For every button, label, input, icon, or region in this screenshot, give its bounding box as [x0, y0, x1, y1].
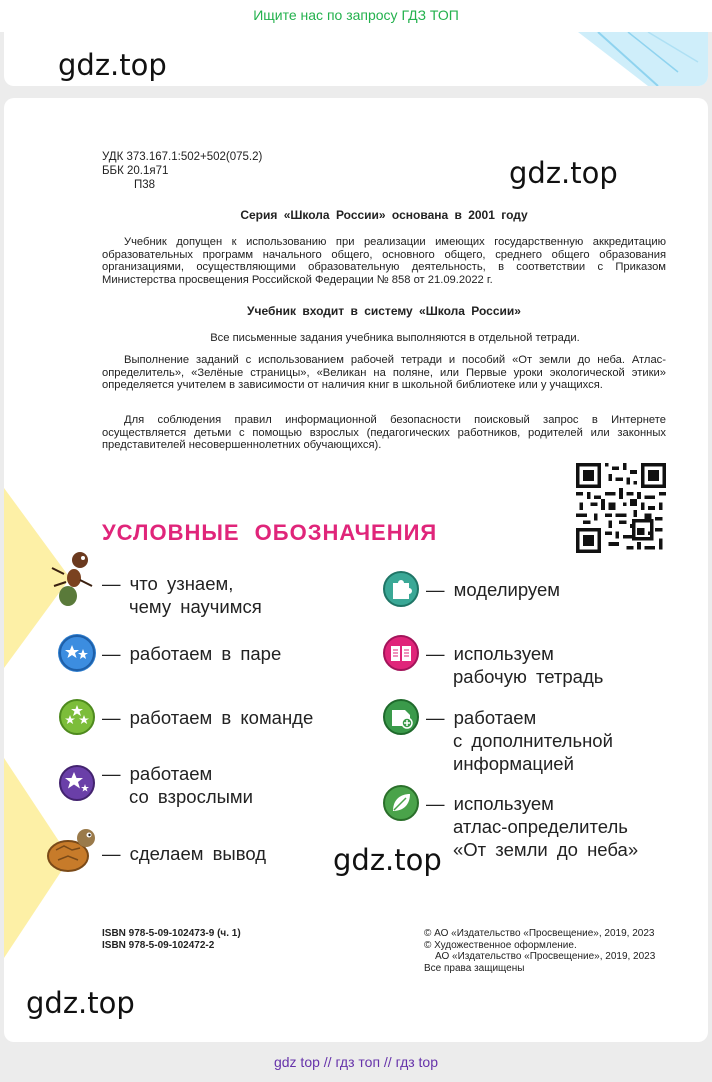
legend-item-extra-info: — работаем с дополнительной информацией	[426, 707, 613, 774]
top-bar	[0, 0, 712, 32]
book-page	[4, 98, 708, 1042]
classification-codes	[102, 150, 262, 192]
search-hint-link[interactable]: Ищите нас по запросу ГДЗ ТОП	[253, 7, 459, 23]
legend-item-team: — работаем в команде	[102, 707, 314, 728]
team-work-icon	[58, 698, 96, 736]
internet-safety-paragraph: Для соблюдения правил информационной безопасности поисковый запрос в Интернете осуществляется детьми с помощью взрослых (педагогических работников, родителей или законных представителей несовершеннолетних обучающихся).	[102, 414, 666, 452]
atlas-leaf-icon	[382, 784, 420, 822]
udk-code: УДК 373.167.1:502+502(075.2)	[102, 151, 263, 163]
legend-title: УСЛОВНЫЕ ОБОЗНАЧЕНИЯ	[102, 520, 438, 545]
series-line: Серия «Школа России» основана в 2001 году	[240, 208, 528, 222]
bbk-code: ББК 20.1я71	[102, 165, 169, 177]
qr-code[interactable]	[576, 463, 666, 553]
workbook-icon	[382, 634, 420, 672]
turtle-icon	[42, 820, 100, 878]
legend-item-pair: — работаем в паре	[102, 643, 282, 664]
watermark-text: gdz.top	[333, 843, 442, 877]
legend-item-atlas: — используем атлас-определитель «От земли до неба»	[426, 793, 639, 860]
author-code: П38	[134, 179, 156, 191]
ant-icon	[44, 550, 100, 610]
legend-item-conclusion: — сделаем вывод	[102, 843, 267, 864]
approval-paragraph: Учебник допущен к использованию при реализации имеющих государственную аккредитацию образовательных программ начального общего, основного общего, среднего общего образования организациями, осуществляющими образовательную деятельность, в соответствии с Приказом Министерства просвещения Российской Федерации № 858 от 21.09.2022 г.	[102, 236, 666, 286]
extra-info-icon	[382, 698, 420, 736]
system-line: Учебник входит в систему «Школа России»	[247, 304, 521, 318]
watermark-text: gdz.top	[26, 986, 135, 1020]
watermark-text: gdz.top	[509, 156, 618, 190]
legend-item-adults: — работаем со взрослыми	[102, 763, 253, 807]
written-tasks-paragraph: Все письменные задания учебника выполняются в отдельной тетради.	[210, 332, 580, 344]
legend-item-workbook: — используем рабочую тетрадь	[426, 643, 604, 687]
legend-item-learn: — что узнаем, чему научимся	[102, 573, 262, 617]
footer-links[interactable]: gdz top // гдз топ // гдз top	[273, 1054, 439, 1070]
copyright-block: © АО «Издательство «Просвещение», 2019, 2023 © Художественное оформление. АО «Издательство «Просвещение», 2019, 2023 Все права защищены	[424, 928, 656, 974]
isbn-block: ISBN 978-5-09-102473-9 (ч. 1) ISBN 978-5-09-102472-2	[102, 928, 241, 951]
legend-item-modeling: — моделируем	[426, 579, 560, 600]
adults-work-icon	[58, 764, 96, 802]
pair-work-icon	[58, 634, 96, 672]
watermark-text: gdz.top	[58, 48, 167, 82]
decorative-corner-graphic	[538, 32, 708, 86]
modeling-icon	[382, 570, 420, 608]
workbook-paragraph: Выполнение заданий с использованием рабочей тетради и пособий «От земли до неба. Атлас-определитель», «Зелёные страницы», «Великан на поляне, или Первые уроки экологической этики» определяется учителем в зависимости от наличия книг в школьной библиотеке или у учащихся.	[102, 354, 666, 392]
